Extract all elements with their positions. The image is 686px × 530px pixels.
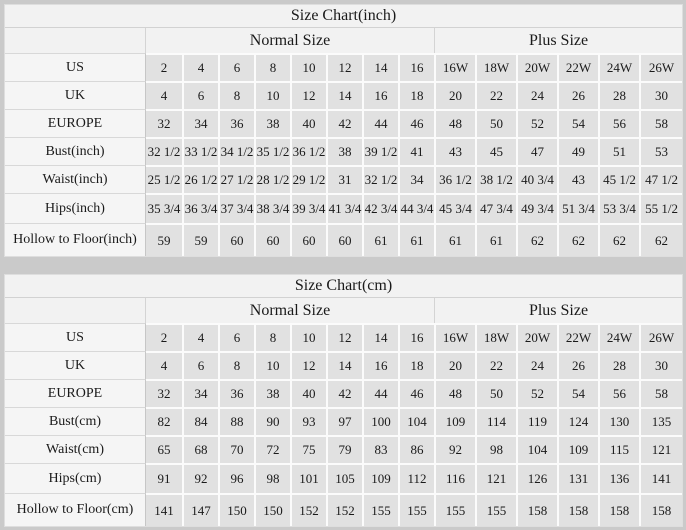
size-cell: 35 3/4 bbox=[146, 193, 182, 223]
size-cell: 8 bbox=[218, 81, 254, 109]
size-cell: 56 bbox=[598, 109, 639, 137]
size-cell: 60 bbox=[254, 223, 290, 256]
size-cell: 131 bbox=[557, 463, 598, 493]
size-cell: 96 bbox=[218, 463, 254, 493]
size-cell: 158 bbox=[639, 493, 682, 526]
size-cell: 50 bbox=[475, 379, 516, 407]
size-cell: 36 1/2 bbox=[434, 165, 475, 193]
size-cell: 16 bbox=[398, 323, 434, 351]
size-cell: 16 bbox=[362, 351, 398, 379]
table-row-uk bbox=[5, 351, 682, 379]
size-cell: 62 bbox=[598, 223, 639, 256]
row-label: UK bbox=[5, 81, 146, 109]
size-cell: 4 bbox=[146, 81, 182, 109]
size-cell: 46 bbox=[398, 379, 434, 407]
size-cell: 14 bbox=[362, 53, 398, 81]
size-cell: 38 bbox=[254, 379, 290, 407]
size-cell: 34 bbox=[182, 379, 218, 407]
table-row-europe bbox=[5, 109, 682, 137]
size-cell: 41 bbox=[398, 137, 434, 165]
size-cell: 155 bbox=[475, 493, 516, 526]
size-cell: 39 3/4 bbox=[290, 193, 326, 223]
size-cell: 22W bbox=[557, 323, 598, 351]
size-cell: 116 bbox=[434, 463, 475, 493]
size-cell: 38 1/2 bbox=[475, 165, 516, 193]
size-cell: 121 bbox=[475, 463, 516, 493]
size-cell: 68 bbox=[182, 435, 218, 463]
size-cell: 14 bbox=[326, 81, 362, 109]
size-cell: 61 bbox=[398, 223, 434, 256]
size-cell: 20W bbox=[516, 53, 557, 81]
table-row-hollow-to-floor-cm bbox=[5, 493, 682, 526]
size-cell: 29 1/2 bbox=[290, 165, 326, 193]
corner-cell bbox=[5, 298, 146, 323]
row-label: Waist(inch) bbox=[5, 165, 146, 193]
chart-title-row bbox=[5, 275, 682, 298]
size-cell: 40 bbox=[290, 109, 326, 137]
size-cell: 6 bbox=[182, 81, 218, 109]
size-chart-cm-table bbox=[4, 274, 683, 527]
size-cell: 20 bbox=[434, 351, 475, 379]
size-cell: 44 bbox=[362, 379, 398, 407]
size-cell: 26 bbox=[557, 81, 598, 109]
size-cell: 92 bbox=[182, 463, 218, 493]
size-cell: 115 bbox=[598, 435, 639, 463]
size-cell: 30 bbox=[639, 351, 682, 379]
size-cell: 38 bbox=[326, 137, 362, 165]
size-cell: 104 bbox=[516, 435, 557, 463]
size-cell: 124 bbox=[557, 407, 598, 435]
size-cell: 44 3/4 bbox=[398, 193, 434, 223]
size-cell: 36 bbox=[218, 379, 254, 407]
size-cell: 70 bbox=[218, 435, 254, 463]
size-cell: 36 bbox=[218, 109, 254, 137]
size-cell: 155 bbox=[398, 493, 434, 526]
size-cell: 114 bbox=[475, 407, 516, 435]
size-cell: 12 bbox=[326, 323, 362, 351]
size-cell: 130 bbox=[598, 407, 639, 435]
size-cell: 60 bbox=[218, 223, 254, 256]
size-cell: 49 3/4 bbox=[516, 193, 557, 223]
size-cell: 150 bbox=[254, 493, 290, 526]
size-cell: 48 bbox=[434, 109, 475, 137]
chart-title: Size Chart(cm) bbox=[5, 275, 682, 298]
table-row-waist-cm bbox=[5, 435, 682, 463]
size-cell: 136 bbox=[598, 463, 639, 493]
size-cell: 61 bbox=[434, 223, 475, 256]
table-row-bust-cm bbox=[5, 407, 682, 435]
size-cell: 26W bbox=[639, 323, 682, 351]
size-cell: 53 bbox=[639, 137, 682, 165]
size-cell: 32 1/2 bbox=[146, 137, 182, 165]
size-cell: 119 bbox=[516, 407, 557, 435]
size-cell: 10 bbox=[254, 351, 290, 379]
size-cell: 10 bbox=[290, 53, 326, 81]
size-cell: 155 bbox=[362, 493, 398, 526]
size-cell: 147 bbox=[182, 493, 218, 526]
size-cell: 10 bbox=[254, 81, 290, 109]
size-cell: 155 bbox=[434, 493, 475, 526]
row-label: UK bbox=[5, 351, 146, 379]
size-cell: 18 bbox=[398, 351, 434, 379]
size-cell: 55 1/2 bbox=[639, 193, 682, 223]
size-cell: 22 bbox=[475, 351, 516, 379]
table-row-europe bbox=[5, 379, 682, 407]
size-cell: 26 1/2 bbox=[182, 165, 218, 193]
size-cell: 58 bbox=[639, 109, 682, 137]
size-cell: 93 bbox=[290, 407, 326, 435]
size-cell: 24W bbox=[598, 323, 639, 351]
size-cell: 62 bbox=[639, 223, 682, 256]
size-cell: 32 bbox=[146, 109, 182, 137]
size-cell: 141 bbox=[146, 493, 182, 526]
size-cell: 4 bbox=[182, 53, 218, 81]
size-cell: 18W bbox=[475, 53, 516, 81]
size-cell: 16 bbox=[398, 53, 434, 81]
size-cell: 72 bbox=[254, 435, 290, 463]
size-cell: 34 bbox=[398, 165, 434, 193]
row-label: Hollow to Floor(inch) bbox=[5, 223, 146, 256]
row-label: EUROPE bbox=[5, 109, 146, 137]
group-header-row bbox=[5, 28, 682, 53]
size-cell: 59 bbox=[182, 223, 218, 256]
size-cell: 4 bbox=[146, 351, 182, 379]
size-cell: 62 bbox=[516, 223, 557, 256]
size-cell: 12 bbox=[290, 351, 326, 379]
size-cell: 44 bbox=[362, 109, 398, 137]
size-cell: 28 bbox=[598, 81, 639, 109]
group-header-plus-size: Plus Size bbox=[434, 28, 682, 53]
size-cell: 42 bbox=[326, 109, 362, 137]
size-cell: 12 bbox=[326, 53, 362, 81]
size-cell: 83 bbox=[362, 435, 398, 463]
corner-cell bbox=[5, 28, 146, 53]
size-cell: 32 bbox=[146, 379, 182, 407]
size-cell: 62 bbox=[557, 223, 598, 256]
size-cell: 45 1/2 bbox=[598, 165, 639, 193]
size-cell: 31 bbox=[326, 165, 362, 193]
table-row-uk bbox=[5, 81, 682, 109]
size-cell: 26 bbox=[557, 351, 598, 379]
size-cell: 79 bbox=[326, 435, 362, 463]
row-label: Hollow to Floor(cm) bbox=[5, 493, 146, 526]
size-cell: 109 bbox=[557, 435, 598, 463]
row-label: US bbox=[5, 53, 146, 81]
size-cell: 100 bbox=[362, 407, 398, 435]
size-cell: 101 bbox=[290, 463, 326, 493]
size-cell: 152 bbox=[326, 493, 362, 526]
size-cell: 24W bbox=[598, 53, 639, 81]
size-cell: 56 bbox=[598, 379, 639, 407]
row-label: EUROPE bbox=[5, 379, 146, 407]
size-cell: 59 bbox=[146, 223, 182, 256]
chart-title-row bbox=[5, 5, 682, 28]
size-cell: 158 bbox=[516, 493, 557, 526]
size-cell: 20W bbox=[516, 323, 557, 351]
table-row-waist-inch bbox=[5, 165, 682, 193]
size-cell: 38 bbox=[254, 109, 290, 137]
size-cell: 60 bbox=[290, 223, 326, 256]
size-cell: 150 bbox=[218, 493, 254, 526]
row-label: Bust(inch) bbox=[5, 137, 146, 165]
size-cell: 112 bbox=[398, 463, 434, 493]
size-cell: 84 bbox=[182, 407, 218, 435]
size-cell: 104 bbox=[398, 407, 434, 435]
size-cell: 30 bbox=[639, 81, 682, 109]
size-cell: 39 1/2 bbox=[362, 137, 398, 165]
size-cell: 46 bbox=[398, 109, 434, 137]
row-label: Hips(cm) bbox=[5, 463, 146, 493]
size-cell: 65 bbox=[146, 435, 182, 463]
size-cell: 47 1/2 bbox=[639, 165, 682, 193]
size-cell: 97 bbox=[326, 407, 362, 435]
size-cell: 92 bbox=[434, 435, 475, 463]
size-cell: 6 bbox=[218, 53, 254, 81]
table-row-hips-inch bbox=[5, 193, 682, 223]
size-cell: 24 bbox=[516, 351, 557, 379]
table-row-hollow-to-floor-inch bbox=[5, 223, 682, 256]
size-cell: 27 1/2 bbox=[218, 165, 254, 193]
size-cell: 51 bbox=[598, 137, 639, 165]
size-cell: 86 bbox=[398, 435, 434, 463]
group-header-normal-size: Normal Size bbox=[146, 298, 434, 323]
row-label: Bust(cm) bbox=[5, 407, 146, 435]
size-cell: 4 bbox=[182, 323, 218, 351]
size-cell: 10 bbox=[290, 323, 326, 351]
size-cell: 43 bbox=[434, 137, 475, 165]
size-cell: 98 bbox=[475, 435, 516, 463]
size-cell: 53 3/4 bbox=[598, 193, 639, 223]
size-cell: 6 bbox=[182, 351, 218, 379]
size-cell: 22 bbox=[475, 81, 516, 109]
size-cell: 109 bbox=[434, 407, 475, 435]
size-cell: 42 bbox=[326, 379, 362, 407]
group-header-normal-size: Normal Size bbox=[146, 28, 434, 53]
size-cell: 37 3/4 bbox=[218, 193, 254, 223]
table-row-hips-cm bbox=[5, 463, 682, 493]
size-cell: 54 bbox=[557, 109, 598, 137]
size-cell: 42 3/4 bbox=[362, 193, 398, 223]
size-cell: 41 3/4 bbox=[326, 193, 362, 223]
size-cell: 45 3/4 bbox=[434, 193, 475, 223]
size-cell: 25 1/2 bbox=[146, 165, 182, 193]
size-cell: 52 bbox=[516, 109, 557, 137]
size-cell: 121 bbox=[639, 435, 682, 463]
size-cell: 158 bbox=[557, 493, 598, 526]
size-cell: 126 bbox=[516, 463, 557, 493]
group-header-row bbox=[5, 298, 682, 323]
chart-title: Size Chart(inch) bbox=[5, 5, 682, 28]
size-cell: 20 bbox=[434, 81, 475, 109]
size-cell: 24 bbox=[516, 81, 557, 109]
size-cell: 38 3/4 bbox=[254, 193, 290, 223]
size-cell: 47 3/4 bbox=[475, 193, 516, 223]
size-cell: 34 1/2 bbox=[218, 137, 254, 165]
size-cell: 16 bbox=[362, 81, 398, 109]
size-cell: 34 bbox=[182, 109, 218, 137]
size-cell: 43 bbox=[557, 165, 598, 193]
size-cell: 8 bbox=[218, 351, 254, 379]
size-cell: 60 bbox=[326, 223, 362, 256]
size-cell: 61 bbox=[475, 223, 516, 256]
size-cell: 75 bbox=[290, 435, 326, 463]
size-cell: 33 1/2 bbox=[182, 137, 218, 165]
size-cell: 2 bbox=[146, 53, 182, 81]
table-row-us bbox=[5, 53, 682, 81]
size-cell: 88 bbox=[218, 407, 254, 435]
size-chart-inch-table bbox=[4, 4, 683, 257]
size-cell: 36 1/2 bbox=[290, 137, 326, 165]
size-cell: 28 bbox=[598, 351, 639, 379]
size-cell: 6 bbox=[218, 323, 254, 351]
size-cell: 28 1/2 bbox=[254, 165, 290, 193]
size-cell: 45 bbox=[475, 137, 516, 165]
size-cell: 105 bbox=[326, 463, 362, 493]
size-cell: 135 bbox=[639, 407, 682, 435]
size-cell: 8 bbox=[254, 53, 290, 81]
size-cell: 141 bbox=[639, 463, 682, 493]
table-row-us bbox=[5, 323, 682, 351]
size-cell: 91 bbox=[146, 463, 182, 493]
size-cell: 49 bbox=[557, 137, 598, 165]
row-label: Hips(inch) bbox=[5, 193, 146, 223]
size-cell: 14 bbox=[362, 323, 398, 351]
size-cell: 40 3/4 bbox=[516, 165, 557, 193]
size-cell: 98 bbox=[254, 463, 290, 493]
size-cell: 158 bbox=[598, 493, 639, 526]
size-cell: 36 3/4 bbox=[182, 193, 218, 223]
size-cell: 16W bbox=[434, 323, 475, 351]
size-cell: 61 bbox=[362, 223, 398, 256]
size-cell: 8 bbox=[254, 323, 290, 351]
size-cell: 12 bbox=[290, 81, 326, 109]
group-header-plus-size: Plus Size bbox=[434, 298, 682, 323]
row-label: Waist(cm) bbox=[5, 435, 146, 463]
size-cell: 50 bbox=[475, 109, 516, 137]
size-cell: 26W bbox=[639, 53, 682, 81]
size-cell: 32 1/2 bbox=[362, 165, 398, 193]
size-cell: 48 bbox=[434, 379, 475, 407]
size-cell: 35 1/2 bbox=[254, 137, 290, 165]
size-cell: 2 bbox=[146, 323, 182, 351]
size-cell: 47 bbox=[516, 137, 557, 165]
size-cell: 51 3/4 bbox=[557, 193, 598, 223]
table-row-bust-inch bbox=[5, 137, 682, 165]
size-cell: 52 bbox=[516, 379, 557, 407]
row-label: US bbox=[5, 323, 146, 351]
size-cell: 82 bbox=[146, 407, 182, 435]
size-cell: 18W bbox=[475, 323, 516, 351]
size-cell: 152 bbox=[290, 493, 326, 526]
size-cell: 58 bbox=[639, 379, 682, 407]
size-cell: 16W bbox=[434, 53, 475, 81]
size-cell: 54 bbox=[557, 379, 598, 407]
size-cell: 109 bbox=[362, 463, 398, 493]
size-cell: 40 bbox=[290, 379, 326, 407]
size-cell: 14 bbox=[326, 351, 362, 379]
size-cell: 90 bbox=[254, 407, 290, 435]
size-cell: 22W bbox=[557, 53, 598, 81]
size-cell: 18 bbox=[398, 81, 434, 109]
